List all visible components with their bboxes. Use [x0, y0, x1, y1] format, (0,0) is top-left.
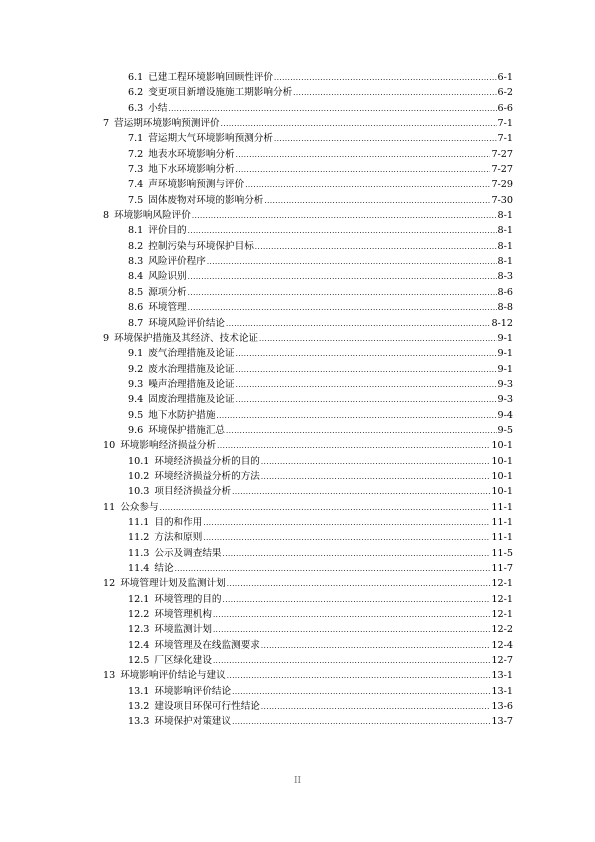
- toc-entry-page: 10-1: [491, 455, 513, 467]
- toc-entry-page: 11-1: [491, 501, 513, 513]
- toc-entry-title: 环境管理: [148, 302, 187, 314]
- toc-dot-leader: [207, 255, 497, 270]
- toc-entry-page: 9-3: [497, 394, 513, 406]
- toc-entry-number: 8.1: [128, 225, 144, 237]
- toc-dot-leader: [213, 623, 491, 638]
- toc-dot-leader: [274, 132, 497, 147]
- toc-section-entry[interactable]: [0, 653, 513, 668]
- toc-entry-page: 9-3: [497, 378, 513, 390]
- toc-entry-page: 8-3: [497, 271, 513, 283]
- toc-entry-title: 风险识别: [148, 271, 187, 283]
- toc-section-entry[interactable]: [0, 70, 513, 85]
- toc-dot-leader: [261, 470, 491, 485]
- toc-entry-title: 环境影响风险评价: [114, 210, 191, 222]
- toc-entry-title: 控制污染与环境保护目标: [148, 240, 254, 252]
- toc-entry-title: 地表水环境影响分析: [148, 148, 235, 160]
- toc-chapter-entry[interactable]: [0, 668, 513, 683]
- toc-entry-number: 10.3: [128, 486, 150, 498]
- toc-entry-page: 12-1: [491, 609, 513, 621]
- toc-entry-title: 变更项目新增设施施工期影响分析: [148, 87, 293, 99]
- toc-entry-number: 8.3: [128, 256, 144, 268]
- page-number: II: [293, 776, 302, 786]
- toc-dot-leader: [216, 409, 496, 424]
- toc-entry-title: 环境影响评价结论与建议: [120, 670, 226, 682]
- toc-entry-page: 11-5: [491, 547, 513, 559]
- toc-chapter-entry[interactable]: [0, 116, 513, 131]
- toc-section-entry[interactable]: [0, 362, 513, 377]
- toc-dot-leader: [264, 194, 490, 209]
- toc-entry-title: 建设项目环保可行性结论: [154, 701, 260, 713]
- toc-entry-title: 环境管理及在线监测要求: [154, 639, 260, 651]
- toc-section-entry[interactable]: [0, 546, 513, 561]
- toc-entry-number: 9.3: [128, 378, 144, 390]
- toc-entry-number: 11.2: [128, 532, 150, 544]
- toc-entry-title: 环境经济损益分析的方法: [154, 470, 260, 482]
- toc-section-entry[interactable]: [0, 254, 513, 269]
- toc-dot-leader: [223, 547, 491, 562]
- toc-section-entry[interactable]: [0, 484, 513, 499]
- toc-dot-leader: [236, 378, 497, 393]
- toc-entry-page: 8-1: [497, 225, 513, 237]
- toc-entry-title: 环境影响经济损益分析: [120, 440, 217, 452]
- toc-section-entry[interactable]: [0, 392, 513, 407]
- toc-entry-number: 11.3: [128, 547, 150, 559]
- toc-section-entry[interactable]: [0, 101, 513, 116]
- toc-entry-title: 公示及调查结果: [154, 547, 222, 559]
- toc-section-entry[interactable]: [0, 423, 513, 438]
- toc-entry-page: 6-2: [497, 87, 513, 99]
- toc-entry-number: 9.2: [128, 363, 144, 375]
- toc-section-entry[interactable]: [0, 684, 513, 699]
- toc-entry-number: 10.2: [128, 470, 150, 482]
- toc-dot-leader: [217, 439, 490, 454]
- toc-entry-page: 9-1: [497, 363, 513, 375]
- toc-dot-leader: [227, 577, 491, 592]
- toc-entry-number: 7.2: [128, 148, 144, 160]
- toc-entry-number: 8.5: [128, 286, 144, 298]
- toc-chapter-entry[interactable]: [0, 576, 513, 591]
- toc-dot-leader: [236, 163, 491, 178]
- toc-section-entry[interactable]: [0, 300, 513, 315]
- toc-chapter-entry[interactable]: [0, 331, 513, 346]
- toc-section-entry[interactable]: [0, 714, 513, 729]
- toc-entry-page: 11-1: [491, 516, 513, 528]
- toc-entry-number: 13: [103, 670, 116, 682]
- toc-entry-number: 8.7: [128, 317, 144, 329]
- toc-section-entry[interactable]: [0, 239, 513, 254]
- toc-entry-title: 小结: [148, 102, 168, 114]
- toc-entry-title: 环境管理计划及监测计划: [120, 578, 226, 590]
- toc-dot-leader: [274, 71, 497, 86]
- toc-section-entry[interactable]: [0, 377, 513, 392]
- toc-section-entry[interactable]: [0, 515, 513, 530]
- toc-entry-number: 9.6: [128, 424, 144, 436]
- toc-entry-title: 评价目的: [148, 225, 187, 237]
- toc-section-entry[interactable]: [0, 316, 513, 331]
- toc-dot-leader: [226, 424, 497, 439]
- toc-entry-title: 废气治理措施及论证: [148, 348, 235, 360]
- toc-dot-leader: [160, 501, 491, 516]
- toc-entry-number: 6.2: [128, 87, 144, 99]
- toc-section-entry[interactable]: [0, 638, 513, 653]
- toc-dot-leader: [245, 178, 490, 193]
- toc-entry-page: 10-1: [491, 440, 513, 452]
- toc-entry-page: 11-7: [491, 563, 513, 574]
- toc-dot-leader: [259, 332, 497, 347]
- toc-dot-leader: [168, 102, 496, 117]
- toc-dot-leader: [232, 685, 490, 700]
- toc-section-entry[interactable]: [0, 162, 513, 177]
- toc-section-entry[interactable]: [0, 223, 513, 238]
- toc-dot-leader: [232, 715, 490, 730]
- toc-dot-leader: [236, 148, 491, 163]
- toc-entry-page: 7-27: [491, 148, 513, 160]
- toc-entry-title: 环境保护对策建议: [154, 716, 232, 728]
- toc-entry-page: 10-1: [491, 470, 513, 482]
- toc-entry-page: 7-30: [491, 194, 513, 206]
- toc-dot-leader: [236, 393, 497, 408]
- toc-entry-page: 6-1: [497, 72, 513, 83]
- toc-entry-title: 已建工程环境影响回顾性评价: [148, 72, 273, 83]
- toc-entry-number: 7.3: [128, 164, 144, 176]
- toc-dot-leader: [293, 86, 496, 101]
- toc-section-entry[interactable]: [0, 177, 513, 192]
- toc-dot-leader: [226, 317, 490, 332]
- toc-entry-title: 源项分析: [148, 286, 187, 298]
- toc-entry-page: 9-1: [497, 332, 513, 344]
- toc-entry-number: 7.4: [128, 179, 144, 191]
- toc-entry-page: 10-1: [491, 486, 513, 498]
- toc-entry-page: 8-12: [491, 317, 513, 329]
- toc-entry-page: 12-1: [491, 578, 513, 590]
- toc-entry-title: 废水治理措施及论证: [148, 363, 235, 375]
- toc-entry-number: 11.1: [128, 516, 150, 528]
- toc-entry-page: 8-8: [497, 302, 513, 314]
- toc-dot-leader: [213, 654, 491, 669]
- toc-entry-number: 12.1: [128, 593, 150, 605]
- toc-entry-page: 8-6: [497, 286, 513, 298]
- toc-entry-page: 11-1: [491, 532, 513, 544]
- toc-dot-leader: [261, 639, 491, 654]
- toc-entry-title: 地下水防护措施: [148, 409, 216, 421]
- toc-entry-number: 8.2: [128, 240, 144, 252]
- toc-dot-leader: [261, 700, 491, 715]
- toc-section-entry[interactable]: [0, 622, 513, 637]
- toc-entry-title: 结论: [154, 563, 174, 574]
- toc-dot-leader: [203, 531, 490, 546]
- toc-dot-leader: [188, 270, 497, 285]
- toc-entry-title: 环境风险评价结论: [148, 317, 226, 329]
- toc-entry-number: 11: [103, 501, 116, 513]
- toc-dot-leader: [255, 240, 497, 255]
- toc-dot-leader: [188, 301, 497, 316]
- toc-section-entry[interactable]: [0, 699, 513, 714]
- toc-dot-leader: [175, 562, 491, 577]
- toc-entry-number: 9.4: [128, 394, 144, 406]
- toc-entry-page: 12-2: [491, 624, 513, 636]
- toc-dot-leader: [223, 593, 491, 608]
- toc-entry-number: 8.6: [128, 302, 144, 314]
- toc-entry-number: 12.2: [128, 609, 150, 621]
- toc-entry-title: 地下水环境影响分析: [148, 164, 235, 176]
- toc-entry-page: 7-1: [497, 118, 513, 130]
- toc-entry-page: 12-7: [491, 655, 513, 667]
- toc-section-entry[interactable]: [0, 561, 513, 576]
- toc-dot-leader: [192, 209, 497, 224]
- toc-entry-number: 13.3: [128, 716, 150, 728]
- toc-entry-title: 方法和原则: [154, 532, 203, 544]
- toc-section-entry[interactable]: [0, 592, 513, 607]
- toc-entry-title: 环境监测计划: [154, 624, 212, 636]
- toc-entry-page: 13-7: [491, 716, 513, 728]
- toc-entry-number: 6.1: [128, 72, 144, 83]
- toc-dot-leader: [213, 608, 491, 623]
- toc-entry-title: 营运期大气环境影响预测分析: [148, 133, 273, 145]
- toc-section-entry[interactable]: [0, 269, 513, 284]
- toc-section-entry[interactable]: [0, 346, 513, 361]
- toc-section-entry[interactable]: [0, 530, 513, 545]
- toc-entry-page: 7-1: [497, 133, 513, 145]
- toc-section-entry[interactable]: [0, 285, 513, 300]
- toc-entry-page: 13-1: [491, 670, 513, 682]
- toc-dot-leader: [236, 347, 497, 362]
- toc-entry-title: 公众参与: [120, 501, 159, 513]
- toc-entry-number: 12.3: [128, 624, 150, 636]
- toc-dot-leader: [227, 669, 491, 684]
- toc-entry-number: 10.1: [128, 455, 150, 467]
- toc-section-entry[interactable]: [0, 454, 513, 469]
- toc-entry-number: 7.5: [128, 194, 144, 206]
- toc-section-entry[interactable]: [0, 131, 513, 146]
- toc-section-entry[interactable]: [0, 193, 513, 208]
- toc-entry-title: 环境保护措施及其经济、技术论证: [114, 332, 259, 344]
- toc-entry-title: 环境经济损益分析的目的: [154, 455, 260, 467]
- toc-entry-page: 8-1: [497, 240, 513, 252]
- toc-entry-number: 13.1: [128, 685, 150, 697]
- toc-entry-page: 7-27: [491, 164, 513, 176]
- table-of-contents: [0, 70, 595, 730]
- toc-entry-title: 环境影响评价结论: [154, 685, 232, 697]
- toc-entry-title: 固废治理措施及论证: [148, 394, 235, 406]
- toc-dot-leader: [261, 455, 491, 470]
- toc-dot-leader: [236, 363, 497, 378]
- toc-entry-title: 环境保护措施汇总: [148, 424, 226, 436]
- toc-entry-page: 12-1: [491, 593, 513, 605]
- toc-section-entry[interactable]: [0, 147, 513, 162]
- toc-entry-title: 营运期环境影响预测评价: [114, 118, 220, 130]
- toc-entry-number: 13.2: [128, 701, 150, 713]
- toc-dot-leader: [188, 286, 497, 301]
- toc-dot-leader: [232, 485, 490, 500]
- toc-entry-title: 风险评价程序: [148, 256, 206, 268]
- toc-entry-page: 8-1: [497, 256, 513, 268]
- toc-section-entry[interactable]: [0, 408, 513, 423]
- toc-entry-page: 8-1: [497, 210, 513, 222]
- toc-section-entry[interactable]: [0, 85, 513, 100]
- toc-entry-page: 9-5: [497, 424, 513, 436]
- toc-entry-title: 项目经济损益分析: [154, 486, 232, 498]
- toc-dot-leader: [188, 224, 497, 239]
- toc-chapter-entry[interactable]: [0, 208, 513, 223]
- toc-entry-title: 固体废物对环境的影响分析: [148, 194, 264, 206]
- toc-entry-number: 8: [103, 210, 110, 222]
- toc-entry-page: 9-4: [497, 409, 513, 421]
- toc-entry-number: 11.4: [128, 563, 150, 574]
- toc-chapter-entry[interactable]: [0, 438, 513, 453]
- toc-dot-leader: [203, 516, 490, 531]
- toc-entry-title: 目的和作用: [154, 516, 203, 528]
- toc-entry-page: 13-6: [491, 701, 513, 713]
- toc-entry-number: 8.4: [128, 271, 144, 283]
- toc-entry-title: 环境管理的目的: [154, 593, 222, 605]
- toc-section-entry[interactable]: [0, 607, 513, 622]
- toc-entry-page: 9-1: [497, 348, 513, 360]
- toc-entry-page: 12-4: [491, 639, 513, 651]
- toc-chapter-entry[interactable]: [0, 500, 513, 515]
- toc-dot-leader: [221, 117, 497, 132]
- toc-entry-title: 噪声治理措施及论证: [148, 378, 235, 390]
- toc-entry-number: 6.3: [128, 102, 144, 114]
- toc-entry-page: 7-29: [491, 179, 513, 191]
- toc-entry-number: 12: [103, 578, 116, 590]
- toc-entry-number: 12.5: [128, 655, 150, 667]
- toc-entry-number: 7: [103, 118, 110, 130]
- toc-entry-number: 10: [103, 440, 116, 452]
- toc-entry-page: 6-6: [497, 102, 513, 114]
- toc-entry-number: 7.1: [128, 133, 144, 145]
- toc-entry-number: 12.4: [128, 639, 150, 651]
- toc-entry-number: 9: [103, 332, 110, 344]
- toc-entry-title: 声环境影响预测与评价: [148, 179, 245, 191]
- toc-entry-title: 环境管理机构: [154, 609, 212, 621]
- toc-entry-title: 厂区绿化建设: [154, 655, 212, 667]
- toc-entry-number: 9.5: [128, 409, 144, 421]
- toc-section-entry[interactable]: [0, 469, 513, 484]
- toc-entry-number: 9.1: [128, 348, 144, 360]
- toc-entry-page: 13-1: [491, 685, 513, 697]
